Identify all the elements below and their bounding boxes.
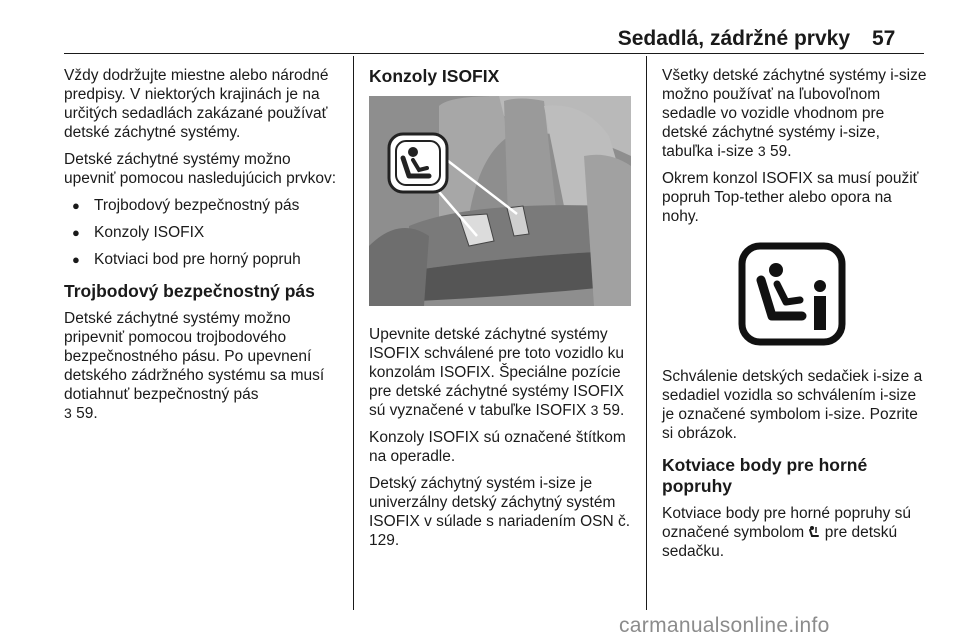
list-item: ● Kotviaci bod pre horný popruh (64, 250, 344, 269)
paragraph-top-tether: Okrem konzol ISOFIX sa musí použiť popruh Top-tether alebo opora na nohy. (662, 170, 919, 225)
paragraph-text: Detské záchytné systémy možno pripevniť pomocou trojbodového bezpečnostného pásu. Po upevnení detského zádržného systému sa musí dotiahnuť bezpečnostný pás (64, 310, 325, 403)
reference-arrow-icon: 3 (64, 405, 72, 421)
column-2 (369, 66, 637, 558)
column-divider-right (646, 56, 647, 610)
paragraph-fastening-intro: Detské záchytné systémy možno upevniť pomocou nasledujúcich prvkov: (64, 151, 337, 187)
page-reference-link[interactable]: 59. (602, 402, 625, 419)
footer-watermark: carmanualsonline.info (619, 614, 830, 637)
paragraph-isofix-attach (369, 325, 637, 420)
i-size-symbol-icon (662, 240, 924, 348)
heading-isofix: Konzoly ISOFIX (369, 66, 500, 86)
section-title: Sedadlá, zádržné prvky (617, 27, 850, 50)
fastening-options-list (64, 196, 344, 269)
paragraph-i-size-usage (662, 66, 928, 161)
page-reference-link[interactable]: 59. (76, 405, 98, 422)
page-number: 57 (872, 27, 896, 50)
paragraph-three-point-belt (64, 309, 344, 423)
paragraph-top-tether-anchors (662, 504, 928, 561)
isofix-seat-illustration (369, 96, 631, 306)
column-1 (64, 66, 344, 431)
top-tether-icon (808, 525, 820, 538)
heading-top-tether-anchors: Kotviace body pre horné popruhy (662, 455, 868, 496)
reference-arrow-icon: 3 (590, 402, 599, 418)
paragraph-text: pre detskú sedačku. (662, 524, 898, 560)
list-item: ● Trojbodový bezpečnostný pás (64, 196, 344, 215)
column-divider-left (353, 56, 354, 610)
column-3 (662, 66, 928, 569)
paragraph-regulations: Vždy dodržujte miestne alebo národné predpisy. V niektorých krajinách je na určitých sedadlách zakázané používať detské záchytné systémy. (64, 67, 329, 141)
list-item: ● Konzoly ISOFIX (64, 223, 344, 242)
header-rule (64, 53, 924, 54)
paragraph-text: Kotviace body pre horné popruhy sú označené symbolom (662, 505, 912, 541)
paragraph-i-size-approval: Schválenie detských sedačiek i-size a sedadiel vozidla so schválením i-size je označené symbolom i-size. Pozrite si obrázok. (662, 368, 923, 442)
heading-three-point-belt: Trojbodový bezpečnostný pás (64, 281, 315, 301)
paragraph-text: Upevnite detské záchytné systémy ISOFIX schválené pre toto vozidlo ku konzolám ISOFIX. Špeciálne pozície pre detské záchytné systémy ISOFIX sú vyznačené v tabuľke ISOFIX (369, 326, 625, 419)
paragraph-text: Všetky detské záchytné systémy i-size možno používať na ľubovoľnom sedadle vo vozidle vhodnom pre detské záchytné systémy i-size, tabuľka i-size (662, 67, 927, 160)
paragraph-i-size-universal: Detský záchytný systém i-size je univerzálny detský záchytný systém ISOFIX v súlade s nariadením OSN č. 129. (369, 475, 631, 549)
paragraph-isofix-labels: Konzoly ISOFIX sú označené štítkom na operadle. (369, 429, 626, 465)
reference-arrow-icon: 3 (757, 143, 766, 159)
page-reference-link[interactable]: 59. (769, 143, 792, 160)
